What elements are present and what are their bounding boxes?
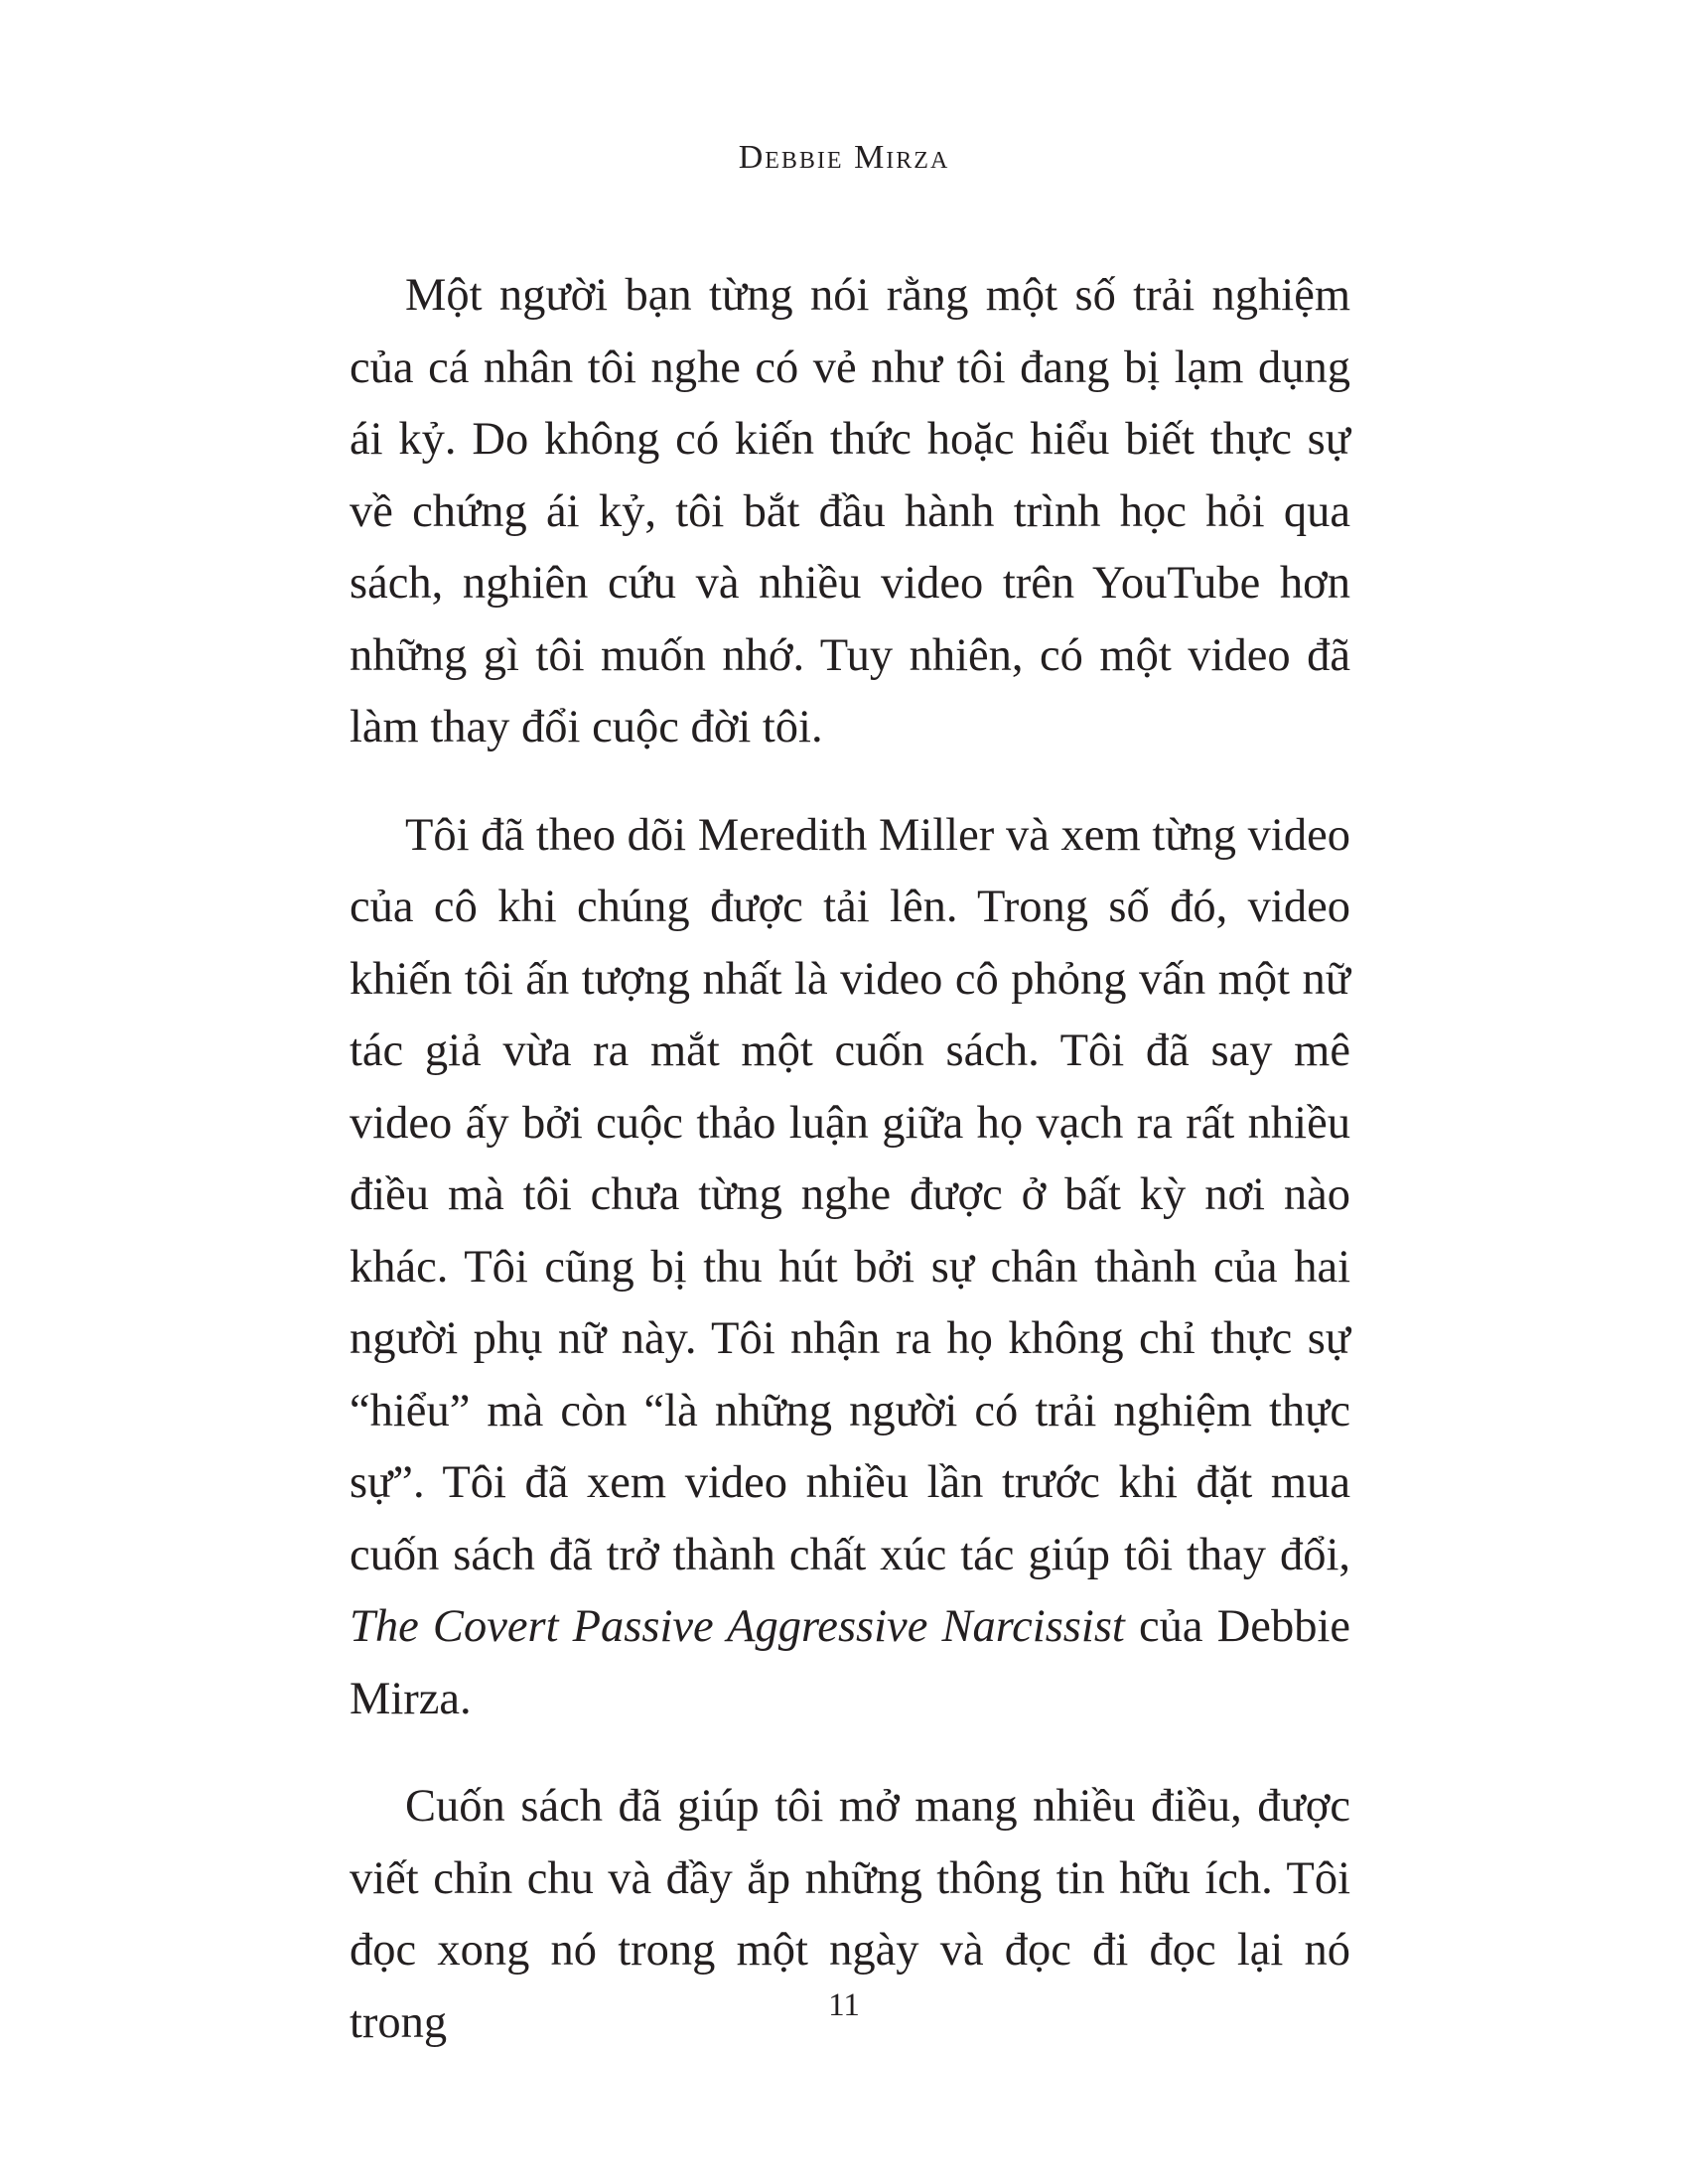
paragraph-2-text-after: của Debbie Mirza. — [350, 1601, 1350, 1724]
paragraph-2 — [350, 800, 1350, 1736]
paragraph-3: Cuốn sách đã giúp tôi mở mang nhiều điều, được viết chỉn chu và đầy ắp những thông tin hữu ích. Tôi đọc xong nó trong một ngày và đọc đi đọc lại nó trong — [350, 1781, 1350, 2048]
body-text — [350, 260, 1350, 2059]
book-title: The Covert Passive Aggressive Narcissist — [350, 1601, 1125, 1652]
paragraph-2-text-before: Tôi đã theo dõi Meredith Miller và xem từng video của cô khi chúng được tải lên. Trong số đó, video khiến tôi ấn tượng nhất là video cô phỏng vấn một nữ tác giả vừa ra mắt một cuốn sách. Tôi đã say mê video ấy bởi cuộc thảo luận giữa họ vạch ra rất nhiều điều mà tôi chưa từng nghe được ở bất kỳ nơi nào khác. Tôi cũng bị thu hút bởi sự chân thành của hai người phụ nữ này. Tôi nhận ra họ không chỉ thực sự “hiểu” mà còn “là những người có trải nghiệm thực sự”. Tôi đã xem video nhiều lần trước khi đặt mua cuốn sách đã trở thành chất xúc tác giúp tôi thay đổi, — [350, 809, 1350, 1580]
paragraph-1: Một người bạn từng nói rằng một số trải nghiệm của cá nhân tôi nghe có vẻ như tôi đang bị lạm dụng ái kỷ. Do không có kiến thức hoặc hiểu biết thực sự về chứng ái kỷ, tôi bắt đầu hành trình học hỏi qua sách, nghiên cứu và nhiều video trên YouTube hơn những gì tôi muốn nhớ. Tuy nhiên, có một video đã làm thay đổi cuộc đời tôi. — [350, 270, 1350, 752]
page-number: 11 — [828, 1987, 860, 2023]
running-header: Debbie Mirza — [738, 139, 950, 176]
